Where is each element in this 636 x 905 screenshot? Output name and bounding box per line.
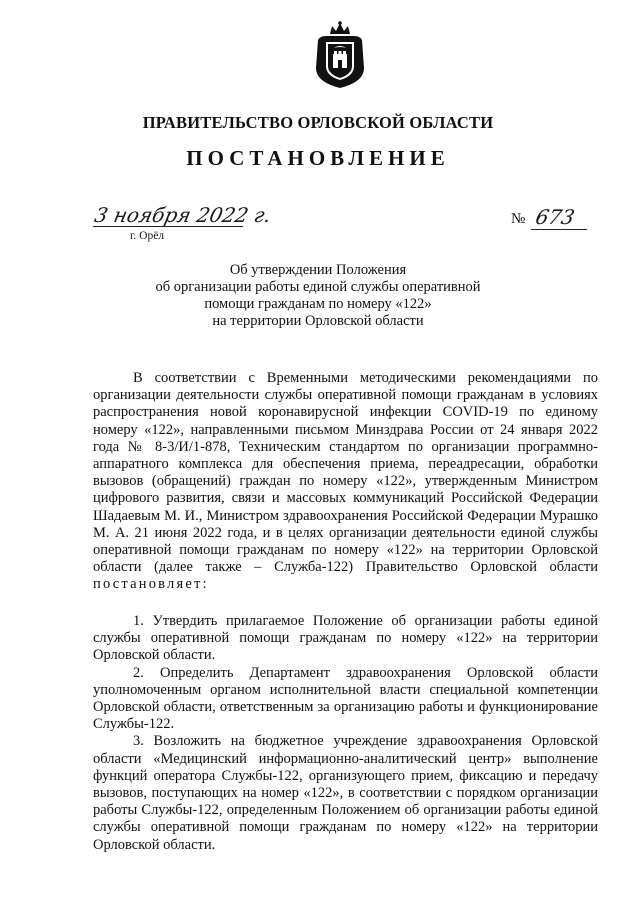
title-line: Об утверждении Положения xyxy=(229,262,407,278)
decree-item: 2. Определить Департамент здравоохранения Орловской области уполномоченным органом исполнительной власти специальной компетенции Орловской области, ответственным за организацию работы и функционирование Службы-122. xyxy=(93,664,598,733)
title-line: об организации работы единой службы оперативной xyxy=(155,279,481,295)
decree-item: 3. Возложить на бюджетное учреждение здравоохранения Орловской области «Медицинский информационно-аналитический центр» выполнение функций оператора Службы-122, организующего прием, фиксацию и передачу вызовов, поступающих на номер «122», в соответствии с порядком организации работы Службы-122, определенным Положением об организации работы единой службы оперативной помощи гражданам по номеру «122» на территории Орловской области. xyxy=(93,733,598,853)
document-number: 673 xyxy=(533,205,577,229)
document-date: 3 ноября 2022 г. xyxy=(92,203,274,227)
document-city: г. Орёл xyxy=(130,230,165,242)
decree-word: постановляет: xyxy=(93,576,209,593)
title-line: на территории Орловской области xyxy=(212,313,424,329)
title-line: помощи гражданам по номеру «122» xyxy=(204,296,432,312)
document-type: ПОСТАНОВЛЕНИЕ xyxy=(186,146,450,170)
decree-items xyxy=(93,613,598,854)
preamble-paragraph xyxy=(93,370,598,594)
decree-item: 1. Утвердить прилагаемое Положение об организации работы единой службы оперативной помощи гражданам по номеру «122» на территории Орловской области. xyxy=(93,613,598,664)
government-name: ПРАВИТЕЛЬСТВО ОРЛОВСКОЙ ОБЛАСТИ xyxy=(142,113,494,132)
document-title xyxy=(0,262,636,330)
number-underline xyxy=(531,229,587,230)
date-underline xyxy=(93,226,243,227)
preamble-text: В соответствии с Временными методическими рекомендациями по организации деятельности службы оперативной помощи гражданам в условиях распространения новой коронавирусной инфекции COVID-19 по единому номеру «122», направленными письмом Минздрава России от 24 января 2022 года № 8-3/И/1-878, Техническим стандартом по организации программно-аппаратного комплекса для обеспечения приема, переадресации, обработки вызовов (обращений) граждан по номеру «122», утвержденным Министром цифрового развития, связи и массовых коммуникаций Российской Федерации Шадаевым М. И., Министром здравоохранения Российской Федерации Мурашко М. А. 21 июня 2022 года, и в целях организации деятельности единой службы оперативной помощи гражданам по номеру «122» на территории Орловской области (далее также – Служба-122) Правительство Орловской области xyxy=(93,370,598,576)
number-sign: № xyxy=(511,211,526,227)
coat-of-arms-icon xyxy=(312,20,368,90)
